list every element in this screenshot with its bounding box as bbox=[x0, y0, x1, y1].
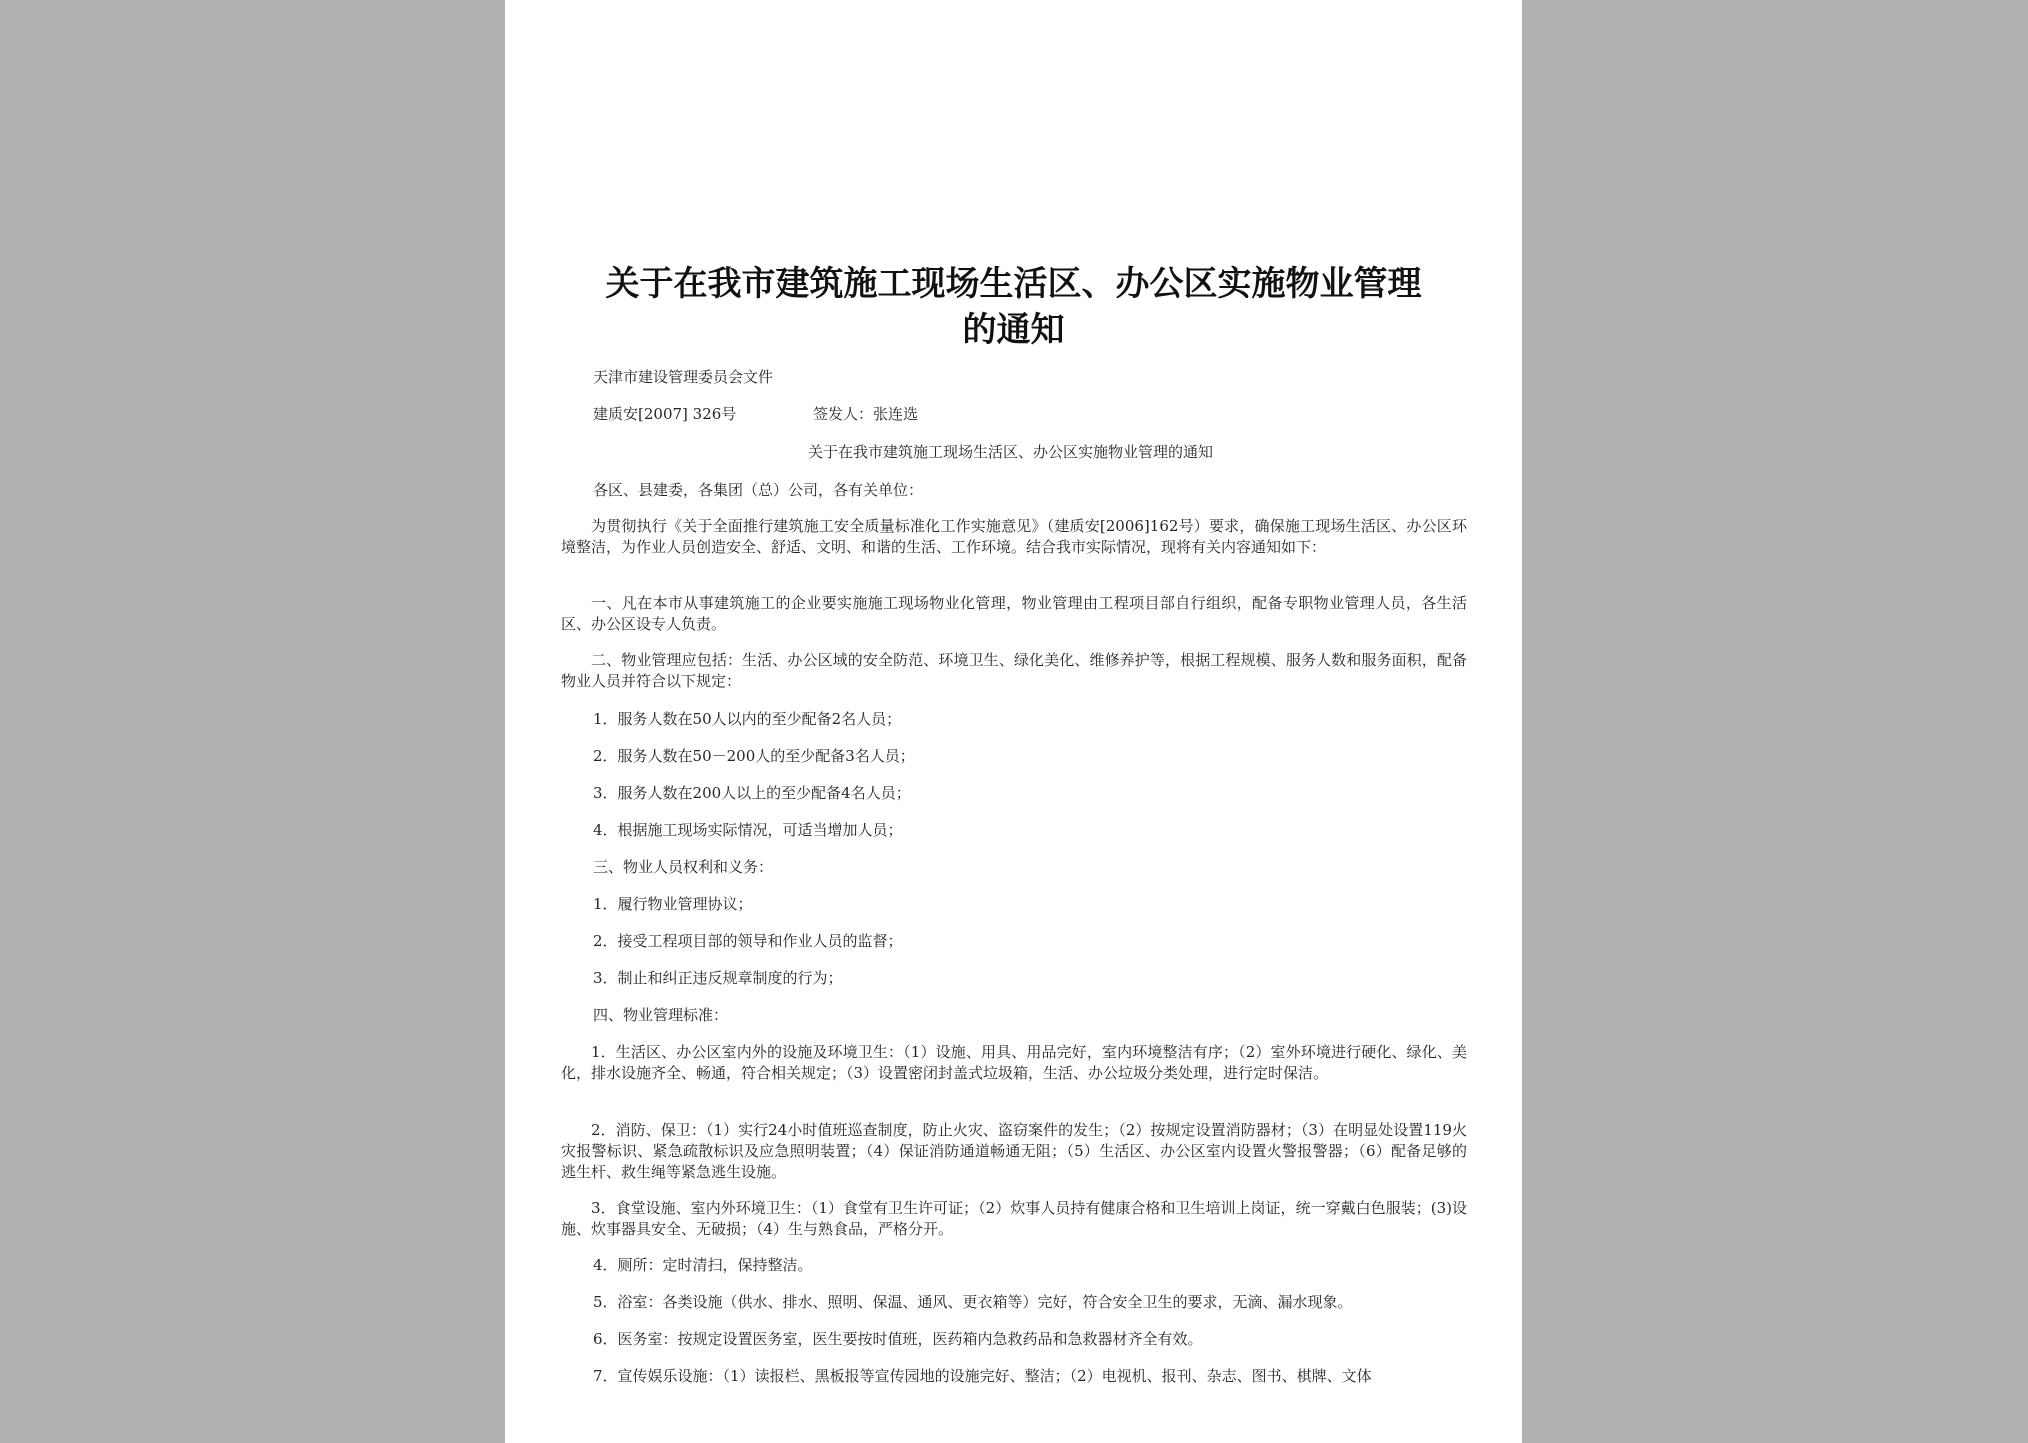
salutation: 各区、县建委，各集团（总）公司，各有关单位： bbox=[593, 481, 924, 499]
issuer-line: 天津市建设管理委员会文件 bbox=[593, 368, 774, 386]
section-3-item-2: 2．接受工程项目部的领导和作业人员的监督； bbox=[593, 932, 903, 950]
doc-number: 建质安[2007] 326号 bbox=[593, 405, 737, 423]
section-4-item-3: 3．食堂设施、室内外环境卫生：（1）食堂有卫生许可证；（2）炊事人员持有健康合格和卫生培训上岗证，统一穿戴白色服装；(3)设施、炊事器具安全、无破损；（4）生与熟食品，严格分开。 bbox=[561, 1199, 1467, 1238]
document-title-line2: 的通知 bbox=[962, 310, 1065, 350]
section-4-heading: 四、物业管理标准： bbox=[593, 1006, 729, 1024]
section-4-item-6: 6．医务室：按规定设置医务室，医生要按时值班，医药箱内急救药品和急救器材齐全有效。 bbox=[593, 1330, 1203, 1348]
section-3-item-3: 3．制止和纠正违反规章制度的行为； bbox=[593, 969, 843, 987]
document-title-line1: 关于在我市建筑施工现场生活区、办公区实施物业管理 bbox=[605, 264, 1422, 304]
section-3-heading: 三、物业人员权利和义务： bbox=[593, 858, 774, 876]
section-2-item-1: 1．服务人数在50人以内的至少配备2名人员； bbox=[593, 710, 902, 728]
section-2-item-4: 4．根据施工现场实际情况，可适当增加人员； bbox=[593, 821, 903, 839]
section-2-paragraph: 二、物业管理应包括：生活、办公区域的安全防范、环境卫生、绿化美化、维修养护等，根据工程规模、服务人数和服务面积，配备物业人员并符合以下规定： bbox=[561, 651, 1467, 690]
section-4-item-5: 5．浴室：各类设施（供水、排水、照明、保温、通风、更衣箱等）完好，符合安全卫生的要求，无滴、漏水现象。 bbox=[593, 1293, 1353, 1311]
signatory: 签发人：张连选 bbox=[813, 405, 919, 423]
section-4-item-2: 2．消防、保卫：（1）实行24小时值班巡查制度，防止火灾、盗窃案件的发生；（2）按规定设置消防器材；（3）在明显处设置119火灾报警标识、紧急疏散标识及应急照明装置；（4）保证消防通道畅通无阻；（5）生活区、办公区室内设置火警报警器；（6）配备足够的逃生杆、救生绳等紧急逃生设施。 bbox=[561, 1121, 1467, 1181]
document-page bbox=[505, 0, 1522, 1443]
section-1-paragraph: 一、凡在本市从事建筑施工的企业要实施施工现场物业化管理，物业管理由工程项目部自行组织，配备专职物业管理人员，各生活区、办公区设专人负责。 bbox=[561, 594, 1467, 633]
section-2-item-3: 3．服务人数在200人以上的至少配备4名人员； bbox=[593, 784, 911, 802]
intro-paragraph: 为贯彻执行《关于全面推行建筑施工安全质量标准化工作实施意见》（建质安[2006]162号）要求，确保施工现场生活区、办公区环境整洁，为作业人员创造安全、舒适、文明、和谐的生活、工作环境。结合我市实际情况，现将有关内容通知如下： bbox=[561, 517, 1467, 556]
section-3-item-1: 1．履行物业管理协议； bbox=[593, 895, 753, 913]
section-2-item-2: 2．服务人数在50－200人的至少配备3名人员； bbox=[593, 747, 915, 765]
section-4-item-1: 1．生活区、办公区室内外的设施及环境卫生：（1）设施、用具、用品完好，室内环境整洁有序；（2）室外环境进行硬化、绿化、美化，排水设施齐全、畅通，符合相关规定；（3）设置密闭封盖式垃圾箱，生活、办公垃圾分类处理，进行定时保洁。 bbox=[561, 1043, 1467, 1082]
document-subtitle: 关于在我市建筑施工现场生活区、办公区实施物业管理的通知 bbox=[808, 443, 1214, 461]
section-4-item-7: 7．宣传娱乐设施：（1）读报栏、黑板报等宣传园地的设施完好、整洁；（2）电视机、报刊、杂志、图书、棋牌、文体 bbox=[593, 1367, 1372, 1385]
section-4-item-4: 4．厕所：定时清扫，保持整洁。 bbox=[593, 1256, 813, 1274]
